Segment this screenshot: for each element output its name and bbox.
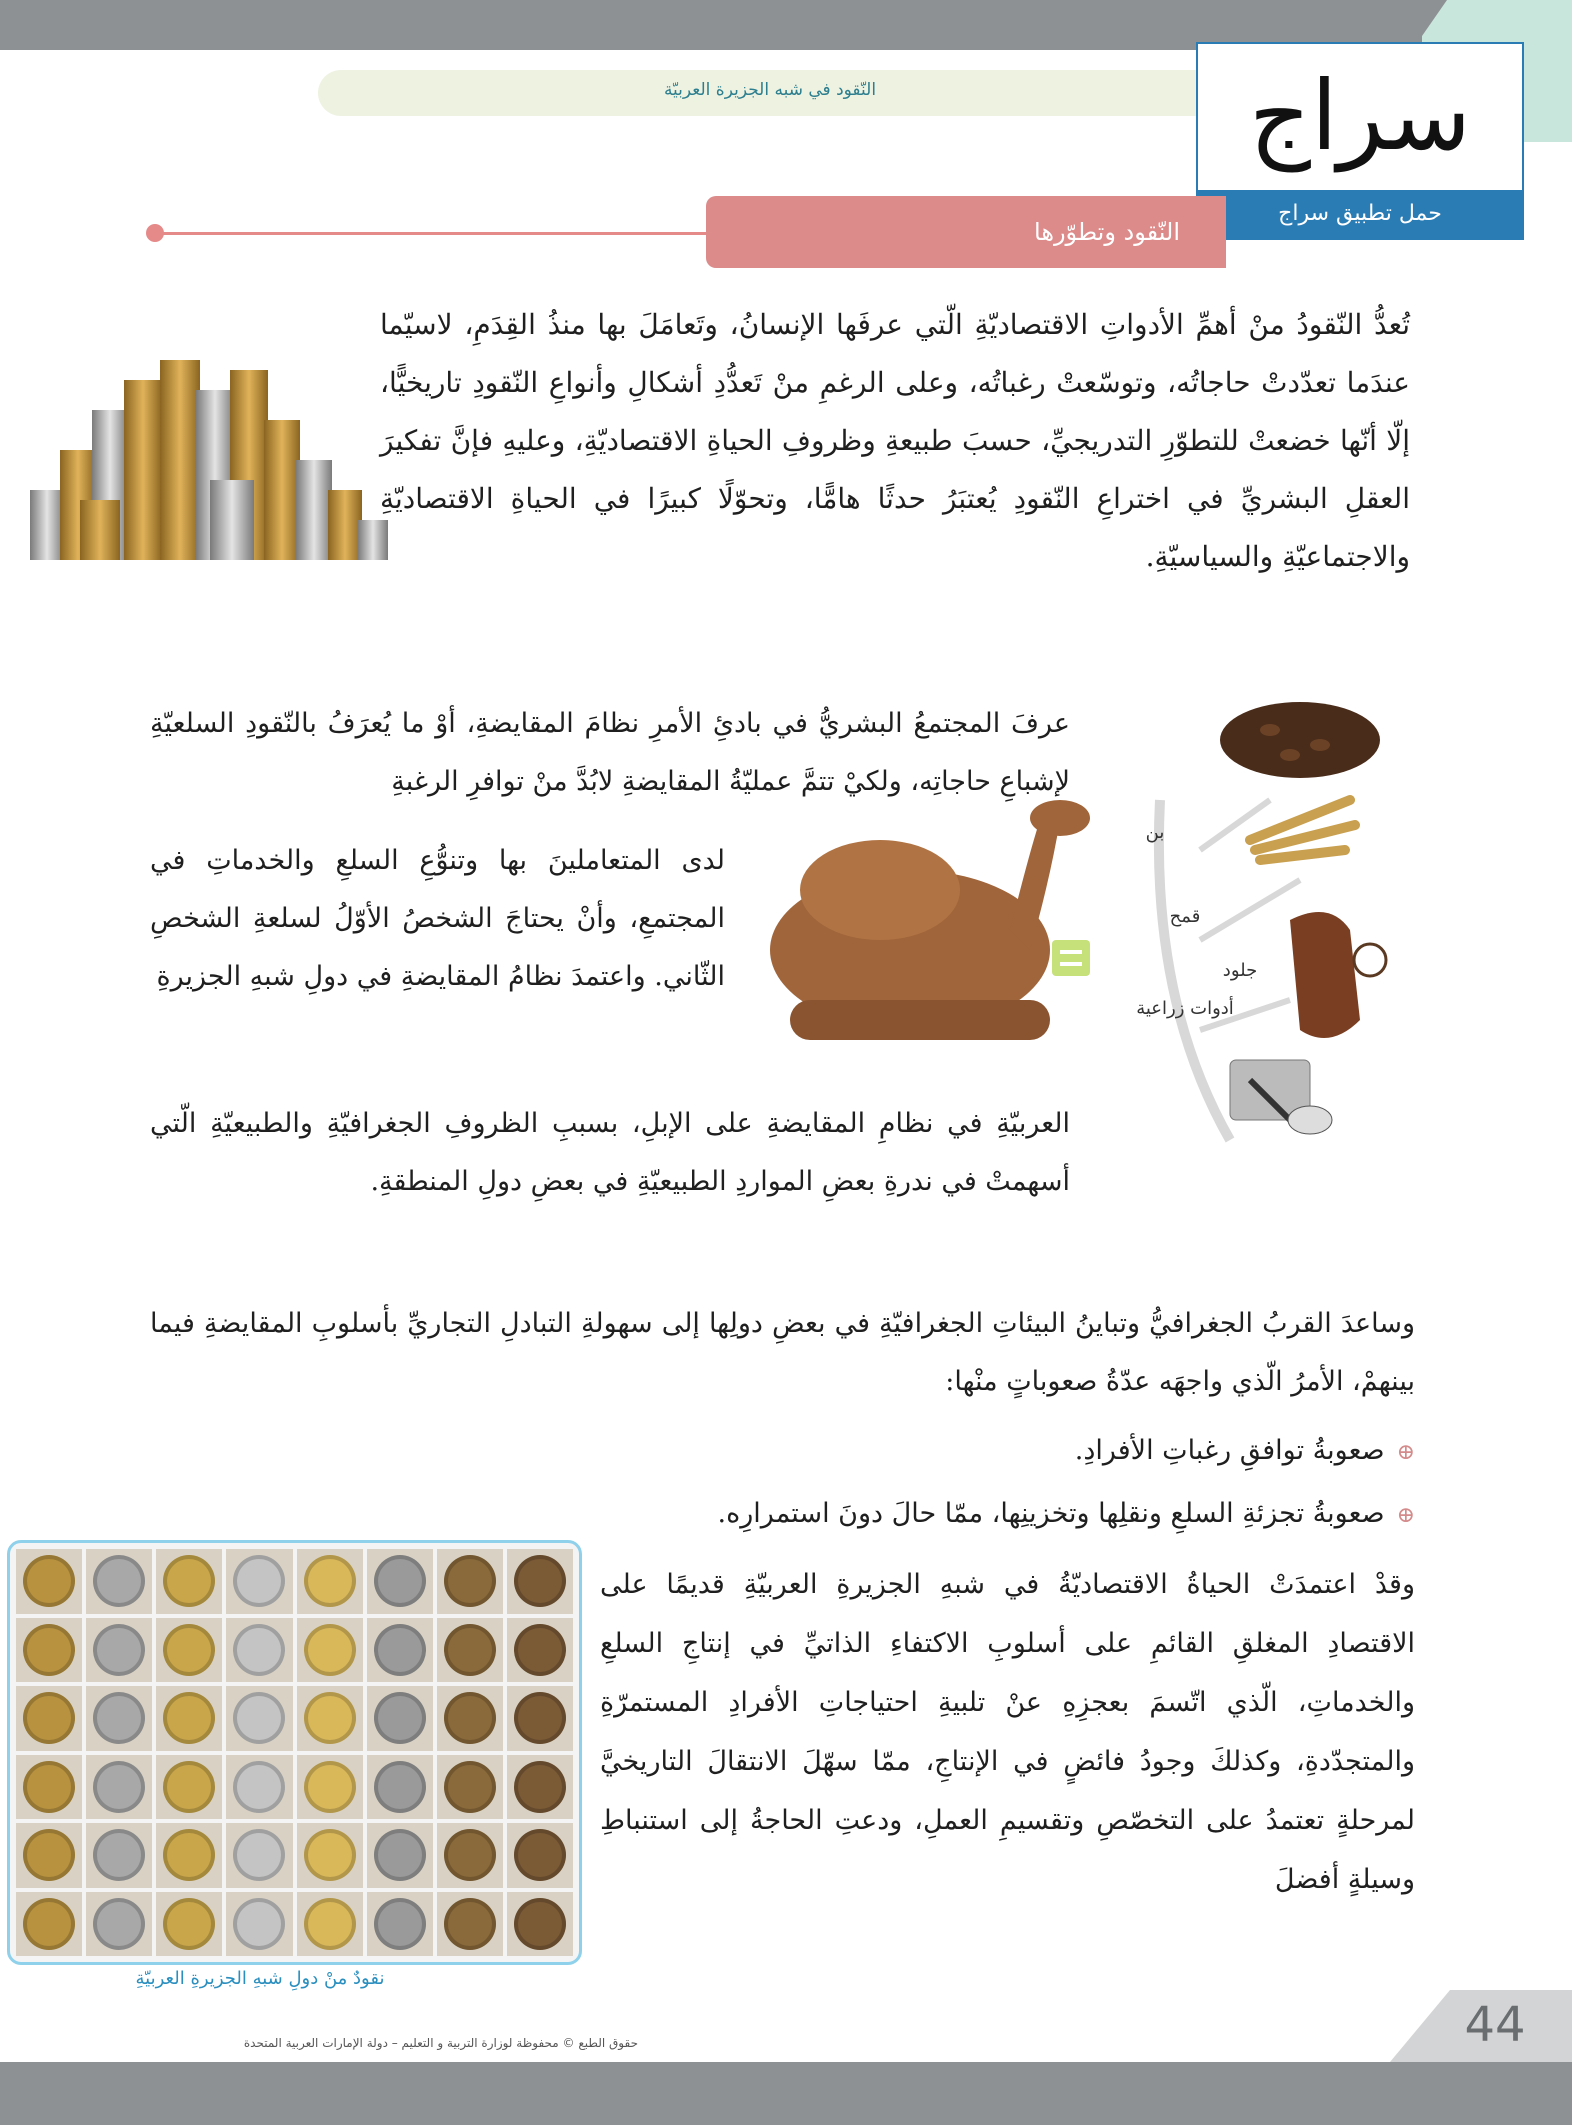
bullet-text: صعوبةُ تجزئةِ السلعِ ونقلِها وتخزينِها، ممّا حالَ دونَ استمرارِه. bbox=[717, 1498, 1385, 1529]
coin-icon bbox=[93, 1692, 145, 1744]
bullet-icon: ⊕ bbox=[1396, 1440, 1415, 1465]
coin-icon bbox=[374, 1624, 426, 1676]
coin-tile bbox=[226, 1686, 292, 1751]
coin-icon bbox=[304, 1555, 356, 1607]
barter-paragraph-3: العربيّةِ في نظامِ المقايضةِ على الإبلِ، بسببِ الظروفِ الجغرافيّةِ والطبيعيّةِ الّتي أسهمتْ في ندرةِ بعضِ المواردِ الطبيعيّةِ في بعضِ دولِ المنطقةِ. bbox=[150, 1108, 1070, 1197]
coin-icon bbox=[514, 1898, 566, 1950]
coin-tile bbox=[16, 1618, 82, 1683]
equals-icon bbox=[1052, 940, 1090, 976]
coin-tile bbox=[507, 1892, 573, 1957]
coin-icon bbox=[304, 1898, 356, 1950]
coin-tile bbox=[437, 1892, 503, 1957]
barter-illustration bbox=[730, 700, 1390, 1170]
coins-collage-image bbox=[7, 1540, 582, 1965]
coin-icon bbox=[304, 1761, 356, 1813]
coin-icon bbox=[233, 1555, 285, 1607]
section-title: النّقود وتطوّرها bbox=[1034, 218, 1180, 246]
coin-icon bbox=[23, 1761, 75, 1813]
coin-tile bbox=[156, 1823, 222, 1888]
farm-tools-icon bbox=[1230, 1060, 1332, 1134]
bottom-band bbox=[0, 2062, 1572, 2125]
coin-tile bbox=[367, 1823, 433, 1888]
page-header-title: النّقود في شبه الجزيرة العربيّة bbox=[663, 80, 877, 100]
coin-tile bbox=[226, 1892, 292, 1957]
coin-tile bbox=[226, 1823, 292, 1888]
coin-tile bbox=[16, 1549, 82, 1614]
coin-icon bbox=[514, 1555, 566, 1607]
coin-tile bbox=[16, 1823, 82, 1888]
coin-tile bbox=[226, 1549, 292, 1614]
coin-tile bbox=[437, 1823, 503, 1888]
coin-tile bbox=[507, 1755, 573, 1820]
siraj-logo[interactable] bbox=[1196, 42, 1524, 240]
logo-text: سراج bbox=[1248, 60, 1472, 172]
coin-icon bbox=[93, 1898, 145, 1950]
coin-tile bbox=[86, 1755, 152, 1820]
coin-stacks-image bbox=[20, 340, 400, 570]
coin-icon bbox=[163, 1898, 215, 1950]
coin-tile bbox=[16, 1892, 82, 1957]
coin-icon bbox=[514, 1624, 566, 1676]
coin-icon bbox=[93, 1829, 145, 1881]
copyright-notice: حقوق الطبع © محفوظة لوزارة التربية و التعليم – دولة الإمارات العربية المتحدة bbox=[243, 2036, 638, 2050]
coin-icon bbox=[233, 1898, 285, 1950]
economy-paragraph: وقدْ اعتمدَتْ الحياةُ الاقتصاديّةُ في شبهِ الجزيرةِ العربيّةِ قديمًا على الاقتصادِ المغلقِ القائمِ على أسلوبِ الاكتفاءِ الذاتيِّ في إنتاجِ السلعِ والخدماتِ، الّذي اتّسمَ بعجزِهِ عنْ تلبيةِ احتياجاتِ الأفرادِ المستمرّةِ والمتجدّدةِ، وكذلكَ وجودُ فائضٍ في الإنتاجِ، ممّا سهّلَ الانتقالَ التاريخيَّ لمرحلةٍ تعتمدُ على التخصّصِ وتقسيمِ العملِ، ودعتِ الحاجةُ إلى استنباطِ وسيلةٍ أفضلَ bbox=[600, 1569, 1415, 1895]
coin-tile bbox=[367, 1686, 433, 1751]
coin-tile bbox=[226, 1618, 292, 1683]
coin-icon bbox=[23, 1898, 75, 1950]
coin-icon bbox=[514, 1761, 566, 1813]
coin-icon bbox=[23, 1555, 75, 1607]
coin-icon bbox=[304, 1829, 356, 1881]
coin-icon bbox=[374, 1692, 426, 1744]
coin-tile bbox=[86, 1892, 152, 1957]
coin-tile bbox=[86, 1549, 152, 1614]
coin-icon bbox=[93, 1761, 145, 1813]
coin-tile bbox=[156, 1549, 222, 1614]
coin-icon bbox=[444, 1898, 496, 1950]
coin-icon bbox=[374, 1761, 426, 1813]
coin-icon bbox=[233, 1829, 285, 1881]
coin-tile bbox=[86, 1618, 152, 1683]
coin-icon bbox=[23, 1692, 75, 1744]
leather-bottle-icon bbox=[1290, 912, 1386, 1038]
coin-tile bbox=[367, 1618, 433, 1683]
wheat-icon bbox=[1250, 800, 1355, 860]
label-coffee: بن bbox=[1145, 822, 1165, 843]
coin-tile bbox=[437, 1686, 503, 1751]
camel-icon bbox=[770, 800, 1090, 1040]
coin-icon bbox=[233, 1761, 285, 1813]
coin-tile bbox=[507, 1823, 573, 1888]
coin-icon bbox=[374, 1829, 426, 1881]
coin-tile bbox=[507, 1686, 573, 1751]
coin-tile bbox=[156, 1686, 222, 1751]
coin-tile bbox=[16, 1755, 82, 1820]
page-number: 44 bbox=[1464, 1997, 1526, 2053]
bullet-text: صعوبةُ توافقِ رغباتِ الأفرادِ. bbox=[1074, 1435, 1385, 1466]
coin-icon bbox=[444, 1829, 496, 1881]
coin-icon bbox=[163, 1624, 215, 1676]
label-tools: أدوات زراعية bbox=[1136, 998, 1234, 1019]
coin-tile bbox=[437, 1755, 503, 1820]
coin-tile bbox=[367, 1755, 433, 1820]
coin-tile bbox=[156, 1618, 222, 1683]
coin-tile bbox=[297, 1823, 363, 1888]
coin-tile bbox=[156, 1892, 222, 1957]
coin-icon bbox=[444, 1624, 496, 1676]
coin-icon bbox=[444, 1555, 496, 1607]
barter-paragraph-1: عرفَ المجتمعُ البشريُّ في بادئِ الأمرِ نظامَ المقايضةِ، أوْ ما يُعرَفُ بالنّقودِ السلعيّةِ لإشباعِ حاجاتِه، ولكيْ تتمَّ عمليّةُ المقايضةِ لابُدَّ منْ توافرِ الرغبةِ bbox=[150, 708, 1070, 797]
coin-tile bbox=[297, 1755, 363, 1820]
coin-icon bbox=[374, 1898, 426, 1950]
coin-icon bbox=[163, 1761, 215, 1813]
coin-tile bbox=[16, 1686, 82, 1751]
coin-tile bbox=[297, 1549, 363, 1614]
coin-tile bbox=[86, 1823, 152, 1888]
coin-tile bbox=[297, 1686, 363, 1751]
coin-icon bbox=[374, 1555, 426, 1607]
coin-icon bbox=[514, 1829, 566, 1881]
logo-tagline: حمل تطبيق سراج bbox=[1278, 201, 1442, 226]
bullet-item bbox=[600, 1498, 1415, 1538]
coin-icon bbox=[23, 1829, 75, 1881]
coin-tile bbox=[226, 1755, 292, 1820]
coin-icon bbox=[444, 1761, 496, 1813]
coin-icon bbox=[163, 1692, 215, 1744]
coin-tile bbox=[297, 1618, 363, 1683]
coin-tile bbox=[367, 1549, 433, 1614]
coin-tile bbox=[297, 1892, 363, 1957]
coin-icon bbox=[93, 1555, 145, 1607]
bullet-item bbox=[700, 1435, 1415, 1475]
coin-icon bbox=[233, 1692, 285, 1744]
coin-tile bbox=[367, 1892, 433, 1957]
trade-paragraph: وساعدَ القربُ الجغرافيُّ وتباينُ البيئاتِ الجغرافيّةِ في بعضِ دولِها إلى سهولةِ التبادلِ التجاريِّ بأسلوبِ المقايضةِ فيما بينهمْ، الأمرُ الّذي واجهَه عدّةُ صعوباتٍ منْها: bbox=[150, 1308, 1415, 1397]
barter-paragraph-2: لدى المتعاملينَ بها وتنوُّعِ السلعِ والخدماتِ في المجتمعِ، وأنْ يحتاجَ الشخصُ الأوّلُ لسلعةِ الشخصِ الثّاني. واعتمدَ نظامُ المقايضةِ في دولِ شبهِ الجزيرةِ bbox=[150, 845, 725, 992]
coin-icon bbox=[23, 1624, 75, 1676]
coin-tile bbox=[507, 1549, 573, 1614]
coin-tile bbox=[507, 1618, 573, 1683]
coin-icon bbox=[514, 1692, 566, 1744]
coin-icon bbox=[93, 1624, 145, 1676]
label-wheat: قمح bbox=[1169, 906, 1201, 927]
coin-icon bbox=[233, 1624, 285, 1676]
section-line bbox=[160, 232, 720, 235]
coin-icon bbox=[444, 1692, 496, 1744]
coin-icon bbox=[304, 1692, 356, 1744]
coin-icon bbox=[163, 1829, 215, 1881]
coin-tile bbox=[156, 1755, 222, 1820]
logo-strip bbox=[1198, 190, 1522, 238]
label-leather: جلود bbox=[1222, 960, 1258, 981]
coin-tile bbox=[437, 1549, 503, 1614]
coin-icon bbox=[163, 1555, 215, 1607]
coin-tile bbox=[86, 1686, 152, 1751]
bullet-icon: ⊕ bbox=[1396, 1503, 1415, 1528]
coin-tile bbox=[437, 1618, 503, 1683]
coffee-beans-icon bbox=[1220, 702, 1380, 778]
image-caption: نقودٌ منْ دولِ شبهِ الجزيرةِ العربيّةِ bbox=[135, 1968, 385, 1989]
coin-icon bbox=[304, 1624, 356, 1676]
intro-paragraph: تُعدُّ النّقودُ منْ أهمِّ الأدواتِ الاقتصاديّةِ الّتي عرفَها الإنسانُ، وتَعامَلَ بها منذُ القِدَمِ، لاسيّما عندَما تعدّدتْ حاجاتُه، وتوسّعتْ رغباتُه، وعلى الرغمِ منْ تَعدُّدِ أشكالِ وأنواعِ النّقودِ تاريخيًّا، إلّا أنّها خضعتْ للتطوّرِ التدريجيِّ، حسبَ طبيعةِ وظروفِ الحياةِ الاقتصاديّةِ، وعليهِ فإنَّ تفكيرَ العقلِ البشريِّ في اختراعِ النّقودِ يُعتبَرُ حدثًا هامًّا، وتحوّلًا كبيرًا في الحياةِ الاقتصاديّةِ والاجتماعيّةِ والسياسيّةِ. bbox=[380, 308, 1410, 573]
